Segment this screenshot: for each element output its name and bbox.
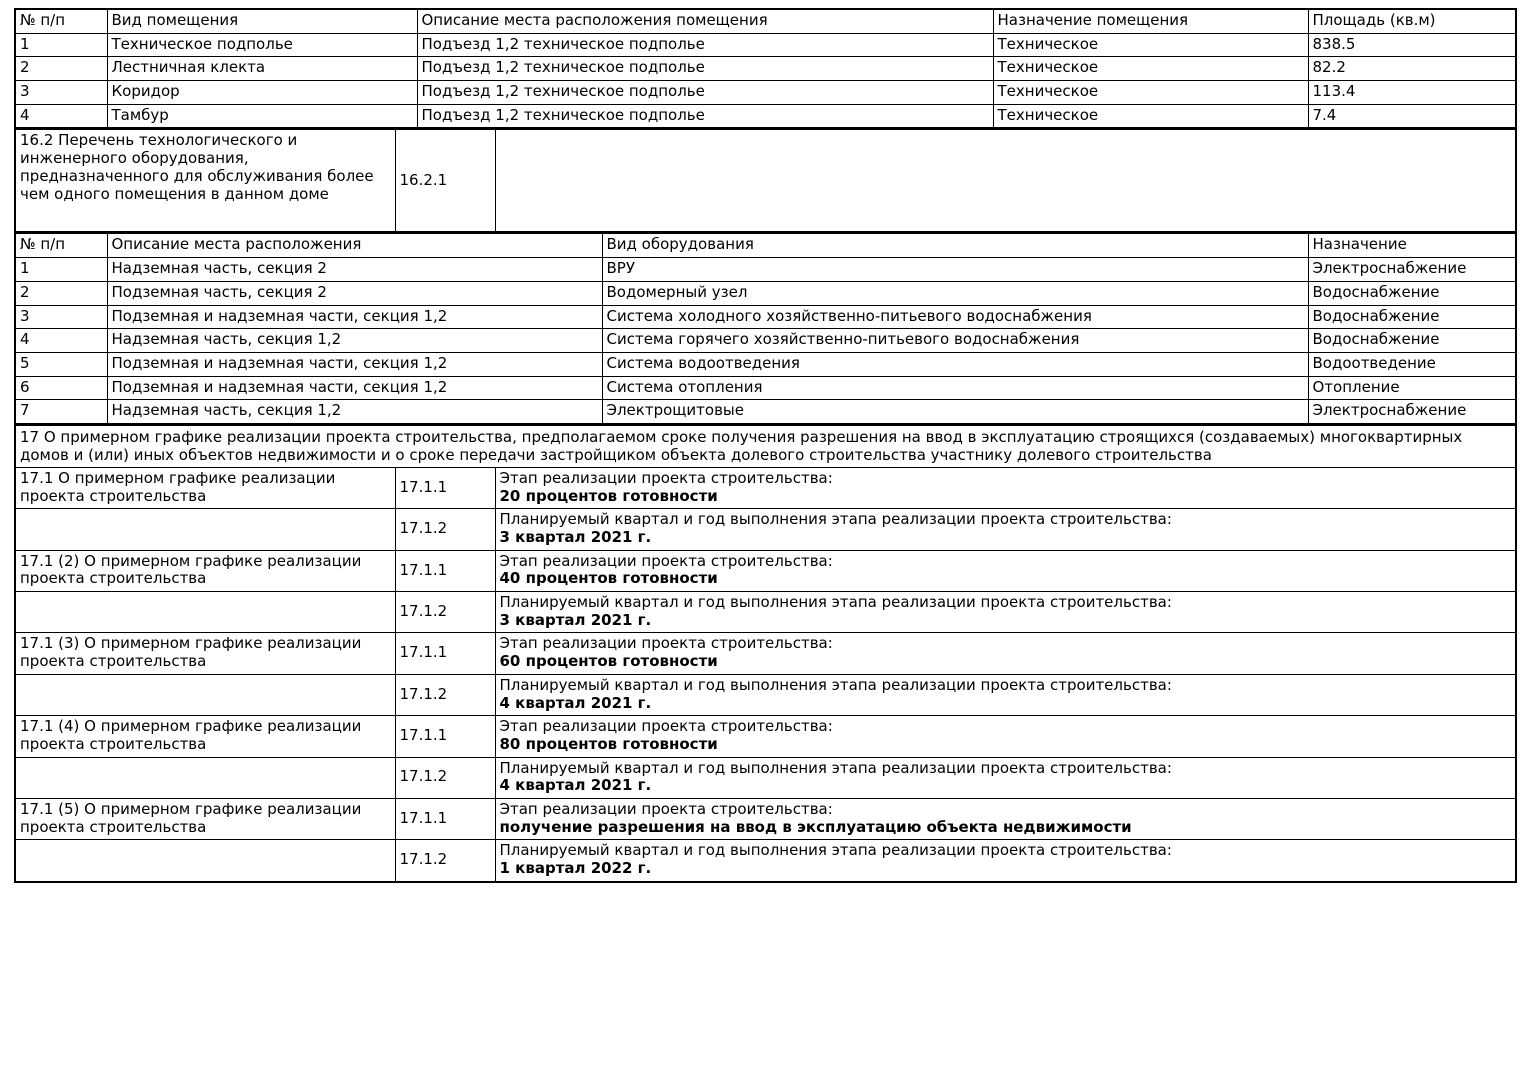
section-16-2-code: 16.2.1 xyxy=(395,130,495,233)
header-cell-type: Вид помещения xyxy=(107,9,417,33)
schedule-stage-code: 17.1.1 xyxy=(395,716,495,757)
schedule-quarter-value: 3 квартал 2021 г. xyxy=(499,528,652,546)
schedule-stage-value: 40 процентов готовности xyxy=(499,569,718,588)
schedule-stage-cell xyxy=(495,467,1516,508)
section-16-2-value xyxy=(495,130,1516,233)
table-row xyxy=(15,329,1516,353)
cell-equipment-type: Система отопления xyxy=(602,376,1308,400)
table-row xyxy=(15,305,1516,329)
schedule-group-label-empty xyxy=(15,509,395,550)
cell-number: 3 xyxy=(15,81,107,105)
schedule-stage-value: 60 процентов готовности xyxy=(499,652,718,671)
schedule-quarter-cell xyxy=(495,592,1516,633)
cell-purpose: Водоснабжение xyxy=(1308,305,1516,329)
section-16-2-table xyxy=(14,129,1517,233)
cell-area: 113.4 xyxy=(1308,81,1516,105)
cell-type: Тамбур xyxy=(107,104,417,128)
cell-number: 2 xyxy=(15,57,107,81)
section-16-2-title: 16.2 Перечень технологического и инженерного оборудования, предназначенного для обслуживания более чем одного помещения в данном доме xyxy=(15,130,395,233)
cell-number: 5 xyxy=(15,352,107,376)
table-header-row xyxy=(15,9,1516,33)
schedule-quarter-code: 17.1.2 xyxy=(395,757,495,798)
schedule-quarter-label: Планируемый квартал и год выполнения этапа реализации проекта строительства: xyxy=(499,758,1172,777)
cell-area: 838.5 xyxy=(1308,33,1516,57)
schedule-stage-row xyxy=(15,550,1516,591)
schedule-stage-code: 17.1.1 xyxy=(395,798,495,839)
schedule-quarter-label: Планируемый квартал и год выполнения этапа реализации проекта строительства: xyxy=(499,675,1172,694)
cell-area: 82.2 xyxy=(1308,57,1516,81)
schedule-quarter-cell xyxy=(495,757,1516,798)
header-cell-number: № п/п xyxy=(15,234,107,258)
cell-location: Подъезд 1,2 техническое подполье xyxy=(417,57,993,81)
schedule-stage-code: 17.1.1 xyxy=(395,633,495,674)
cell-number: 1 xyxy=(15,33,107,57)
table-row xyxy=(15,376,1516,400)
section-17-title: 17 О примерном графике реализации проекта строительства, предполагаемом сроке получения разрешения на ввод в эксплуатацию строящихся (создаваемых) многоквартирных домов и (или) иных объектов недвижимости и о сроке передачи застройщиком объекта долевого строительства участнику долевого строительства xyxy=(15,425,1516,467)
table-row xyxy=(15,352,1516,376)
schedule-stage-code: 17.1.1 xyxy=(395,550,495,591)
schedule-stage-code: 17.1.1 xyxy=(395,467,495,508)
cell-location: Надземная часть, секция 1,2 xyxy=(107,329,602,353)
schedule-stage-value: 20 процентов готовности xyxy=(499,486,718,505)
schedule-group-label: 17.1 (3) О примерном графике реализации проекта строительства xyxy=(15,633,395,674)
cell-number: 3 xyxy=(15,305,107,329)
section-17-title-row xyxy=(15,425,1516,467)
schedule-quarter-row xyxy=(15,840,1516,882)
cell-purpose: Техническое xyxy=(993,104,1308,128)
schedule-quarter-code: 17.1.2 xyxy=(395,509,495,550)
schedule-stage-row xyxy=(15,798,1516,839)
cell-number: 2 xyxy=(15,281,107,305)
schedule-stage-cell xyxy=(495,716,1516,757)
header-cell-location: Описание места расположения xyxy=(107,234,602,258)
equipment-table xyxy=(14,233,1517,425)
cell-purpose: Техническое xyxy=(993,57,1308,81)
cell-number: 7 xyxy=(15,400,107,424)
schedule-stage-row xyxy=(15,633,1516,674)
table-row xyxy=(15,258,1516,282)
schedule-group-label: 17.1 (4) О примерном графике реализации проекта строительства xyxy=(15,716,395,757)
cell-location: Надземная часть, секция 1,2 xyxy=(107,400,602,424)
schedule-stage-label: Этап реализации проекта строительства: xyxy=(499,551,833,570)
table-row xyxy=(15,400,1516,424)
schedule-quarter-value: 3 квартал 2021 г. xyxy=(499,610,652,629)
schedule-stage-label: Этап реализации проекта строительства: xyxy=(499,799,833,818)
schedule-group-label: 17.1 О примерном графике реализации проекта строительства xyxy=(15,467,395,508)
cell-type: Техническое подполье xyxy=(107,33,417,57)
schedule-quarter-cell xyxy=(495,509,1516,550)
header-cell-purpose: Назначение xyxy=(1308,234,1516,258)
cell-equipment-type: Система водоотведения xyxy=(602,352,1308,376)
cell-equipment-type: Электрощитовые xyxy=(602,400,1308,424)
schedule-stage-label: Этап реализации проекта строительства: xyxy=(499,717,833,736)
schedule-stage-row xyxy=(15,716,1516,757)
cell-location: Подъезд 1,2 техническое подполье xyxy=(417,104,993,128)
schedule-quarter-code: 17.1.2 xyxy=(395,840,495,882)
schedule-stage-cell xyxy=(495,633,1516,674)
header-cell-area: Площадь (кв.м) xyxy=(1308,9,1516,33)
header-cell-location: Описание места расположения помещения xyxy=(417,9,993,33)
table-header-row xyxy=(15,234,1516,258)
header-cell-purpose: Назначение помещения xyxy=(993,9,1308,33)
table-row xyxy=(15,104,1516,128)
schedule-stage-cell xyxy=(495,798,1516,839)
schedule-quarter-value: 1 квартал 2022 г. xyxy=(499,859,652,877)
schedule-quarter-row xyxy=(15,757,1516,798)
schedule-group-label-empty xyxy=(15,674,395,715)
schedule-quarter-label: Планируемый квартал и год выполнения этапа реализации проекта строительства: xyxy=(499,841,1172,860)
schedule-stage-row xyxy=(15,467,1516,508)
header-cell-equipment-type: Вид оборудования xyxy=(602,234,1308,258)
schedule-quarter-row xyxy=(15,592,1516,633)
schedule-group-label-empty xyxy=(15,840,395,882)
schedule-quarter-cell xyxy=(495,840,1516,882)
table-row xyxy=(15,57,1516,81)
cell-number: 6 xyxy=(15,376,107,400)
cell-location: Подземная и надземная части, секция 1,2 xyxy=(107,352,602,376)
cell-location: Подземная часть, секция 2 xyxy=(107,281,602,305)
cell-purpose: Техническое xyxy=(993,81,1308,105)
cell-purpose: Электроснабжение xyxy=(1308,400,1516,424)
cell-location: Надземная часть, секция 2 xyxy=(107,258,602,282)
schedule-stage-cell xyxy=(495,550,1516,591)
schedule-stage-value: получение разрешения на ввод в эксплуатацию объекта недвижимости xyxy=(499,817,1132,836)
cell-purpose: Электроснабжение xyxy=(1308,258,1516,282)
schedule-quarter-value: 4 квартал 2021 г. xyxy=(499,776,652,795)
schedule-quarter-cell xyxy=(495,674,1516,715)
cell-purpose: Водоснабжение xyxy=(1308,329,1516,353)
cell-location: Подземная и надземная части, секция 1,2 xyxy=(107,376,602,400)
cell-location: Подъезд 1,2 техническое подполье xyxy=(417,81,993,105)
table-row xyxy=(15,33,1516,57)
cell-type: Лестничная клекта xyxy=(107,57,417,81)
cell-purpose: Отопление xyxy=(1308,376,1516,400)
cell-purpose: Водоснабжение xyxy=(1308,281,1516,305)
schedule-group-label: 17.1 (2) О примерном графике реализации проекта строительства xyxy=(15,550,395,591)
schedule-quarter-row xyxy=(15,674,1516,715)
schedule-stage-label: Этап реализации проекта строительства: xyxy=(499,634,833,653)
cell-equipment-type: ВРУ xyxy=(602,258,1308,282)
cell-location: Подземная и надземная части, секция 1,2 xyxy=(107,305,602,329)
cell-purpose: Водоотведение xyxy=(1308,352,1516,376)
cell-equipment-type: Водомерный узел xyxy=(602,281,1308,305)
schedule-quarter-row xyxy=(15,509,1516,550)
schedule-group-label: 17.1 (5) О примерном графике реализации проекта строительства xyxy=(15,798,395,839)
cell-equipment-type: Система холодного хозяйственно-питьевого водоснабжения xyxy=(602,305,1308,329)
schedule-group-label-empty xyxy=(15,592,395,633)
cell-area: 7.4 xyxy=(1308,104,1516,128)
schedule-quarter-value: 4 квартал 2021 г. xyxy=(499,693,652,712)
table-row xyxy=(15,281,1516,305)
cell-purpose: Техническое xyxy=(993,33,1308,57)
schedule-stage-label: Этап реализации проекта строительства: xyxy=(499,468,833,487)
schedule-quarter-code: 17.1.2 xyxy=(395,674,495,715)
table-row xyxy=(15,81,1516,105)
cell-number: 4 xyxy=(15,104,107,128)
schedule-quarter-label: Планируемый квартал и год выполнения этапа реализации проекта строительства: xyxy=(499,510,1172,529)
schedule-group-label-empty xyxy=(15,757,395,798)
schedule-quarter-code: 17.1.2 xyxy=(395,592,495,633)
cell-type: Коридор xyxy=(107,81,417,105)
premises-table xyxy=(14,8,1517,129)
header-cell-number: № п/п xyxy=(15,9,107,33)
schedule-quarter-label: Планируемый квартал и год выполнения этапа реализации проекта строительства: xyxy=(499,593,1172,612)
section-16-2-row xyxy=(15,130,1516,233)
cell-number: 4 xyxy=(15,329,107,353)
schedule-stage-value: 80 процентов готовности xyxy=(499,734,718,753)
section-17-table xyxy=(14,425,1517,883)
cell-equipment-type: Система горячего хозяйственно-питьевого водоснабжения xyxy=(602,329,1308,353)
cell-location: Подъезд 1,2 техническое подполье xyxy=(417,33,993,57)
cell-number: 1 xyxy=(15,258,107,282)
